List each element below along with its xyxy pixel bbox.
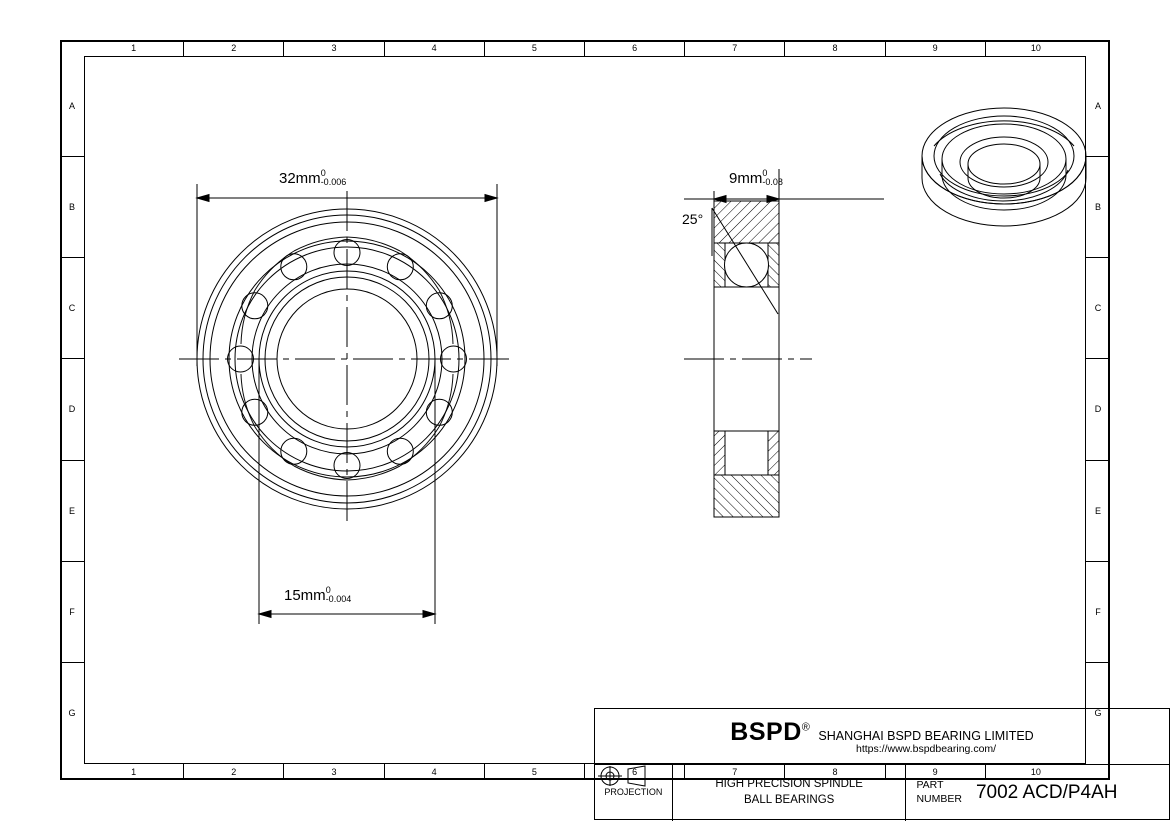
column-marker-8: 8 — [785, 764, 885, 780]
part-number-cell — [906, 765, 1169, 821]
column-marker-6: 6 — [585, 40, 685, 56]
bore-dimension-label: 15mm 0 -0.004 — [284, 585, 352, 605]
od-dimension-label: 32mm 0 -0.006 — [279, 168, 347, 188]
column-marker-1: 1 — [84, 40, 184, 56]
description-line-1: HIGH PRECISION SPINDLE — [715, 778, 863, 791]
row-marker-E: E — [60, 461, 84, 562]
company-name: SHANGHAI BSPD BEARING LIMITED — [818, 729, 1034, 743]
description-line-2: BALL BEARINGS — [743, 794, 835, 806]
part-number-value: 7002 ACD/P4AH — [975, 782, 1118, 803]
row-marker-A: A — [1086, 56, 1110, 157]
title-block-company-row — [595, 709, 1169, 765]
row-marker-B: B — [60, 157, 84, 258]
contact-angle-label: 25° — [682, 211, 704, 227]
company-url[interactable]: https://www.bspdbearing.com/ — [856, 743, 997, 755]
brand-logo: BSPD® — [730, 718, 811, 746]
row-marker-G: G — [68, 708, 76, 719]
column-marker-7: 7 — [685, 40, 785, 56]
row-marker-B: B — [1086, 157, 1110, 258]
row-marker-F: F — [60, 562, 84, 663]
column-marker-3: 3 — [284, 764, 384, 780]
column-ruler-top — [84, 40, 1086, 56]
first-angle-projection-symbol — [595, 765, 651, 787]
column-marker-3: 3 — [284, 40, 384, 56]
row-marker-C: C — [60, 258, 84, 359]
title-block — [594, 708, 1170, 820]
description-cell — [673, 765, 907, 821]
row-marker-C: C — [1086, 258, 1110, 359]
column-marker-1: 1 — [84, 764, 184, 780]
projection-cell — [595, 765, 673, 821]
row-ruler-left — [60, 56, 84, 764]
column-marker-4: 4 — [385, 40, 485, 56]
column-marker-8: 8 — [785, 40, 885, 56]
projection-label: PROJECTION — [604, 786, 663, 797]
row-marker-G: G — [1094, 708, 1102, 719]
column-marker-7: 7 — [685, 764, 785, 780]
isometric-view — [84, 56, 1086, 764]
width-dimension-label: 9mm 0 -0.08 — [729, 168, 783, 188]
column-marker-4: 4 — [385, 764, 485, 780]
column-marker-9: 9 — [886, 40, 986, 56]
column-marker-2: 2 — [184, 764, 284, 780]
row-marker-D: D — [1086, 359, 1110, 460]
row-ruler-right — [1086, 56, 1110, 764]
column-marker-6: 6 — [585, 764, 685, 780]
row-marker-F: F — [1086, 562, 1110, 663]
column-marker-10: 10 — [1030, 767, 1041, 777]
column-marker-5: 5 — [485, 764, 585, 780]
column-marker-10: 10 — [1030, 43, 1041, 53]
row-marker-E: E — [1086, 461, 1110, 562]
column-marker-2: 2 — [184, 40, 284, 56]
column-marker-5: 5 — [485, 40, 585, 56]
row-marker-D: D — [60, 359, 84, 460]
part-number-label: PART NUMBER — [916, 779, 962, 805]
row-marker-A: A — [60, 56, 84, 157]
title-block-details-row — [595, 765, 1169, 821]
column-marker-9: 9 — [886, 764, 986, 780]
